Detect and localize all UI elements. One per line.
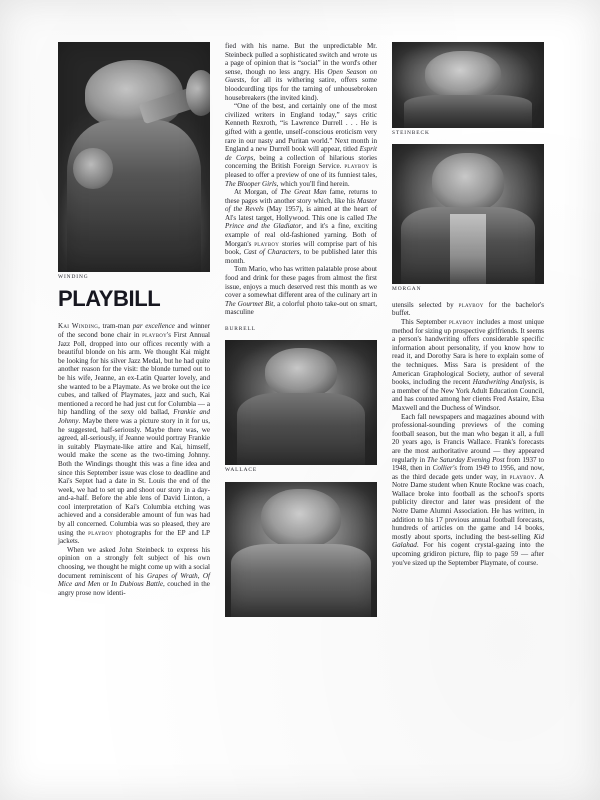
paragraph: utensils selected by playboy for the bachelor's buffet. <box>392 300 544 318</box>
column-center <box>225 42 377 762</box>
photo-burrell <box>225 340 377 465</box>
caption-winding: WINDING <box>58 274 89 280</box>
column-right <box>392 42 544 762</box>
paragraph: Tom Mario, who has written palatable prose about food and drink for these pages from almost the first issue, enjoys a much deserved rest this month as we cover a somewhat different area of the culinary art in The Gourmet Bit, a colorful photo take-out on smart, masculine <box>225 265 377 317</box>
caption-morgan: MORGAN <box>392 286 422 293</box>
article-columns <box>58 42 544 762</box>
photo-wallace <box>225 482 377 617</box>
column-left-body <box>58 322 210 597</box>
photo-steinbeck <box>392 42 544 128</box>
paragraph: When we asked John Steinbeck to express his opinion on a strongly felt subject of his own choosing, we thought he might come up with a social document reminiscent of his Grapes of Wrath, Of Mice and Men or In Dubious Battle, couched in the angry prose now identi- <box>58 545 210 597</box>
caption-steinbeck: STEINBECK <box>392 130 430 136</box>
caption-wallace: WALLACE <box>225 467 258 474</box>
paragraph: At Morgan, of The Great Man fame, returns to these pages with another story which, like his Master of the Revels (May 1957), is aimed at the heart of Al's latest target, Hollywood. This one is called The Prince and the Gladiator, and it's a fine, exciting example of real old-fashioned yarning. Both of Morgan's playboy stories will comprise part of his book, Cast of Characters, to be published later this month. <box>225 188 378 265</box>
page-title: PLAYBILL <box>58 286 161 312</box>
paragraph: fied with his name. But the unpredictable Mr. Steinbeck pulled a sophisticated switch and wrote us a page of opinion that is “social” in the word's other sense, though no less angry. His Open Season on Guests, for all its withering satire, offers some bloodcurdling tips for the taming of unhousebroken housebreakers (the invited kind). <box>225 42 377 102</box>
column-center-body-top <box>225 42 377 317</box>
photo-winding <box>58 42 210 272</box>
photo-morgan <box>392 144 544 284</box>
caption-burrell: BURRELL <box>225 326 256 332</box>
paragraph: This September playboy includes a most unique method for sizing up prospective girlfriends. It seems a person's handwriting offers considerable specific information about personality, if you know how to read it, and Dorothy Sara is here to explain some of the techniques. Miss Sara is president of the American Graphological Society, author of several books, including the recent Handwriting Analysis, is a member of the New York Adult Education Council, and has counted among her clients Fred Astaire, Elsa Maxwell and the Duchess of Windsor. <box>392 318 545 412</box>
column-right-body <box>392 301 544 567</box>
paragraph: “One of the best, and certainly one of the most civilized writers in England today,” says critic Kenneth Rexroth, “is Lawrence Durrell . . . He is gifted with a gentle, unself-conscious eroticism very rare in our nasty and Puritan world.” Next month in England a new Durrell book will appear, titled Esprit de Corps, being a collection of hilarious stories concerning the British Foreign Service. playboy is pleased to offer a preview of one of its funniest tales, The Blooper Girls, which you'll find herein. <box>225 102 377 188</box>
column-left <box>58 42 210 762</box>
paragraph: Each fall newspapers and magazines abound with professional-sounding previews of the coming football season, but the man who began it all, a full 20 years ago, is Francis Wallace. Frank's forecasts are the most authoritative around — they appeared regularly in The Saturday Evening Post from 1937 to 1948, then in Collier's from 1949 to 1956, and now, as the third decade gets under way, in playboy. A Notre Dame student when Knute Rockne was coach, Wallace broke into football as the school's sports publicity director and later was president of the Notre Dame Alumni Association. He has written, in addition to his 17 previous annual football forecasts, hundreds of articles on the game and 14 books, mostly about sports, including the best-selling Kid Galahad. For his cogent crystal-gazing into the upcoming gridiron picture, flip to page 59 — after you've sized up the September Playmate, of course. <box>392 412 545 567</box>
paragraph: Kai Winding, tram-man par excellence and winner of the second bone chair in playboy's First Annual Jazz Poll, dropped into our offices recently with a beautiful blonde on his arm. We thought Kai might be looking for his silver Jazz Medal, but he had quite another reason for the visit: the blonde turned out to be his wife, Jeanne, an ex-Latin Quarter lovely, and she wanted to be a Playmate. As we broke out the ice cubes, and talked of Playmates, jazz and such, Kai mentioned a record he had just cut for Columbia — a hip handling of the sexy old ballad, Frankie and Johnny. Maybe there was a picture story in it for us, he suggested, half-seriously. Maybe there was, we agreed, all-seriously, if Jeanne would portray Frankie in suitably Playmate-like attire and Kai, himself, would make the scene as the two-timing Johnny. Both the Windings thought this was a fine idea and since this September issue was close to deadline and Kai's Septet had a date in St. Louis the end of the week, we had to set up and shoot our story in a day-and-a-half. Before the able lens of David Linton, a cool interpretation of Kai's Columbia etching was achieved and a considerable amount of fun was had by all concerned. Columbia was so pleased, they are using the playboy photographs for the EP and LP jackets. <box>58 322 210 546</box>
